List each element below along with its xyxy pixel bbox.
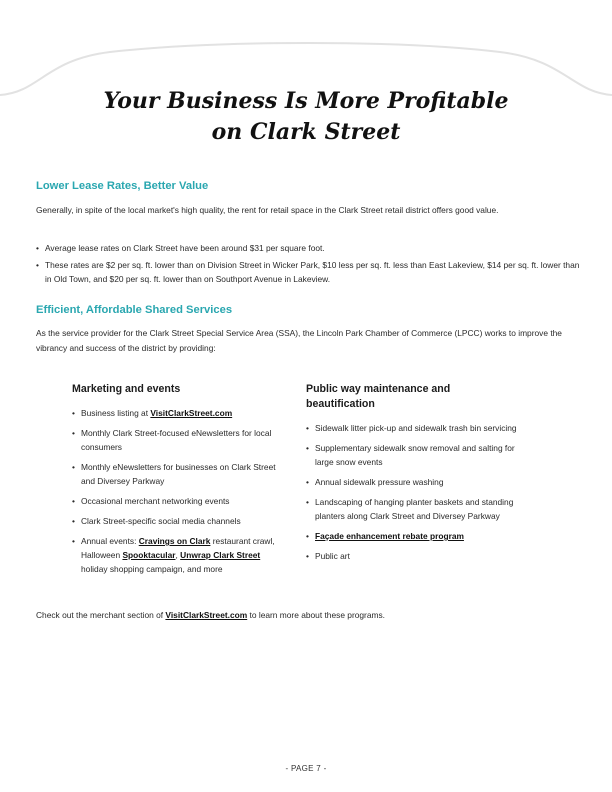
closing-prefix: Check out the merchant section of xyxy=(36,610,166,620)
list-item xyxy=(306,529,521,543)
lease-intro-paragraph: Generally, in spite of the local market's high quality, the rent for retail space in the Clark Street retail district offers good value. xyxy=(36,205,499,215)
events-prefix: Annual events: xyxy=(81,536,139,546)
closing-visitclarkstreet-link[interactable]: VisitClarkStreet.com xyxy=(165,610,248,620)
list-item: • Average lease rates on Clark Street have been around $31 per square foot. xyxy=(36,241,581,255)
facade-rebate-program-link[interactable]: Façade enhancement rebate program xyxy=(315,531,464,541)
visitclarkstreet-link[interactable]: VisitClarkStreet.com xyxy=(150,408,233,418)
events-suffix: holiday shopping campaign, and more xyxy=(81,564,223,574)
list-item: • These rates are $2 per sq. ft. lower than on Division Street in Wicker Park, $10 less per sq. ft. less than East Lakeview, $14 per sq. ft. lower than in Old Town, and $20 per sq. ft. lower than on Southport Avenue in Lakeview. xyxy=(36,258,581,286)
list-item: • Clark Street-specific social media channels xyxy=(72,514,288,528)
list-item: • Sidewalk litter pick-up and sidewalk trash bin servicing xyxy=(306,421,521,435)
list-item: • Monthly Clark Street-focused eNewsletters for local consumers xyxy=(72,426,288,454)
list-item: • Public art xyxy=(306,549,521,563)
services-intro-paragraph: As the service provider for the Clark Street Special Service Area (SSA), the Lincoln Park Chamber of Commerce (LPCC) works to improve the vibrancy and success of the district by providing: xyxy=(36,328,562,353)
cravings-on-clark-link[interactable]: Cravings on Clark xyxy=(138,536,211,546)
public-way-list xyxy=(306,421,521,563)
events-mid2: , xyxy=(175,550,181,560)
list-item xyxy=(72,406,288,420)
spooktacular-link[interactable]: Spooktacular xyxy=(122,550,176,560)
unwrap-clark-street-link[interactable]: Unwrap Clark Street xyxy=(180,550,261,560)
list-item: • Annual sidewalk pressure washing xyxy=(306,475,521,489)
list-item: • Landscaping of hanging planter baskets and standing planters along Clark Street and Diversey Parkway xyxy=(306,495,521,523)
list-item: • Occasional merchant networking events xyxy=(72,494,288,508)
listing-text: Business listing at xyxy=(81,408,151,418)
closing-paragraph xyxy=(36,608,576,623)
section-heading-lease: Lower Lease Rates, Better Value xyxy=(36,180,209,192)
page-title-line2: on Clark Street xyxy=(211,119,401,145)
public-way-column xyxy=(306,382,521,569)
page-title xyxy=(0,86,612,148)
events-mid1: restaurant crawl, Halloween xyxy=(81,536,275,560)
marketing-column xyxy=(72,382,288,582)
list-item: • Monthly eNewsletters for businesses on Clark Street and Diversey Parkway xyxy=(72,460,288,488)
page-title-line1: Your Business Is More Profitable xyxy=(103,88,509,114)
public-way-column-title: Public way maintenance and beautification xyxy=(306,383,451,410)
marketing-list xyxy=(72,406,288,576)
closing-suffix: to learn more about these programs. xyxy=(247,610,385,620)
section-heading-services: Efficient, Affordable Shared Services xyxy=(36,304,233,316)
page-number: - PAGE 7 - xyxy=(285,764,327,773)
list-item: • Supplementary sidewalk snow removal and salting for large snow events xyxy=(306,441,521,469)
lease-bullet-list xyxy=(36,241,581,289)
list-item xyxy=(72,534,288,576)
marketing-column-title: Marketing and events xyxy=(72,383,181,395)
